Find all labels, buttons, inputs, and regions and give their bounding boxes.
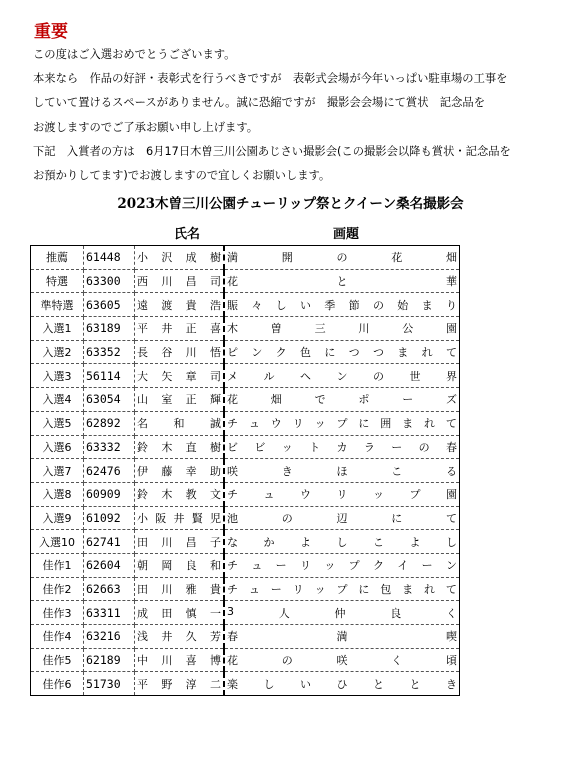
work-title: 咲 き ほ こ る <box>224 459 460 483</box>
entry-number: 56114 <box>84 364 135 388</box>
entry-number: 63300 <box>84 269 135 293</box>
photographer-name: 成 田 慎 一 <box>135 601 225 625</box>
entry-number: 61448 <box>84 246 135 270</box>
award-rank: 佳作6 <box>31 672 84 696</box>
entry-number: 63311 <box>84 601 135 625</box>
award-rank: 佳作2 <box>31 577 84 601</box>
photographer-name: 山 室 正 輝 <box>135 388 225 412</box>
photographer-name: 中 川 喜 博 <box>135 648 225 672</box>
award-rank: 入選3 <box>31 364 84 388</box>
notice-line: していて置けるスペースがありません。誠に恐縮ですが 撮影会会場にて賞状 記念品を <box>33 96 485 110</box>
work-title: 花 の 咲 く 頃 <box>224 648 460 672</box>
work-title: 花 畑 で ポ ー ズ <box>224 388 460 412</box>
entry-number: 63189 <box>84 317 135 341</box>
table-row <box>31 648 460 672</box>
table-row <box>31 269 460 293</box>
table-row <box>31 625 460 649</box>
work-title: チ ュ ウ リ ッ プ 園 <box>224 482 460 506</box>
table-row <box>31 577 460 601</box>
entry-number: 62476 <box>84 459 135 483</box>
work-column-header: 画題 <box>333 227 360 242</box>
award-rank: 入選8 <box>31 482 84 506</box>
work-title: 賑 々 し い 季 節 の 始 ま り <box>224 293 460 317</box>
photographer-name: 遠 渡 貴 浩 <box>135 293 225 317</box>
notice-line: この度はご入選おめでとうございます。 <box>33 48 236 61</box>
work-title: ビ ビ ッ ト カ ラ ー の 春 <box>224 435 460 459</box>
awards-table <box>30 245 460 696</box>
table-row <box>31 482 460 506</box>
table-row <box>31 411 460 435</box>
notice-line: お預かりしてます)でお渡しますので宜しくお願いします。 <box>33 169 331 183</box>
photographer-name: 田 川 昌 子 <box>135 530 225 554</box>
work-title: 池 の 辺 に て <box>224 506 460 530</box>
entry-number: 63054 <box>84 388 135 412</box>
table-row <box>31 459 460 483</box>
award-rank: 佳作3 <box>31 601 84 625</box>
table-row <box>31 246 460 270</box>
table-row <box>31 340 460 364</box>
photographer-name: 朝 岡 良 和 <box>135 553 225 577</box>
work-title: 3 人 仲 良 く <box>224 601 460 625</box>
photographer-name: 平 野 淳 二 <box>135 672 225 696</box>
work-title: 楽 し い ひ と と き <box>224 672 460 696</box>
award-rank: 推薦 <box>31 246 84 270</box>
award-rank: 特選 <box>31 269 84 293</box>
photographer-name: 名 和 誠 <box>135 411 225 435</box>
award-rank: 入選10 <box>31 530 84 554</box>
award-rank: 入選4 <box>31 388 84 412</box>
notice-line: 本来なら 作品の好評・表彰式を行うべきですが 表彰式会場が今年いっぱい駐車場の工事を <box>33 72 508 86</box>
table-row <box>31 364 460 388</box>
work-title: 春 満 喫 <box>224 625 460 649</box>
notice-body <box>33 43 573 188</box>
entry-number: 60909 <box>84 482 135 506</box>
entry-number: 62663 <box>84 577 135 601</box>
entry-number: 62604 <box>84 553 135 577</box>
photographer-name: 西 川 昌 司 <box>135 269 225 293</box>
table-row <box>31 388 460 412</box>
award-rank: 入選1 <box>31 317 84 341</box>
work-title: チ ュ ー リ ッ プ に 包 ま れ て <box>224 577 460 601</box>
award-rank: 入選6 <box>31 435 84 459</box>
work-title: 木 曽 三 川 公 園 <box>224 317 460 341</box>
award-rank: 準特選 <box>31 293 84 317</box>
photographer-name: 鈴 木 直 樹 <box>135 435 225 459</box>
award-rank: 入選2 <box>31 340 84 364</box>
photographer-name: 伊 藤 幸 助 <box>135 459 225 483</box>
photographer-name: 小 沢 成 樹 <box>135 246 225 270</box>
table-row <box>31 506 460 530</box>
work-title: チ ュ ウ リ ッ プ に 囲 ま れ て <box>224 411 460 435</box>
entry-number: 62892 <box>84 411 135 435</box>
photographer-name: 田 川 雅 貴 <box>135 577 225 601</box>
entry-number: 51730 <box>84 672 135 696</box>
table-row <box>31 530 460 554</box>
table-row <box>31 553 460 577</box>
photographer-name: 小 阪 井 賢 児 <box>135 506 225 530</box>
award-rank: 佳作5 <box>31 648 84 672</box>
name-column-header: 氏名 <box>174 227 201 242</box>
entry-number: 63605 <box>84 293 135 317</box>
table-row <box>31 293 460 317</box>
photographer-name: 平 井 正 喜 <box>135 317 225 341</box>
work-title: メ ル ヘ ン の 世 界 <box>224 364 460 388</box>
notice-line: 下記 入賞者の方は 6月17日木曽三川公園あじさい撮影会(この撮影会以降も賞状・記念品を <box>33 144 511 158</box>
table-row <box>31 601 460 625</box>
award-rank: 佳作4 <box>31 625 84 649</box>
work-title: チ ュ ー リ ッ プ ク イ ー ン <box>224 553 460 577</box>
photographer-name: 長 谷 川 悟 <box>135 340 225 364</box>
entry-number: 61092 <box>84 506 135 530</box>
table-row <box>31 672 460 696</box>
photographer-name: 浅 井 久 芳 <box>135 625 225 649</box>
notice-line: お渡しますのでご了承お願い申し上げます。 <box>33 120 259 134</box>
work-title: 満 開 の 花 畑 <box>224 246 460 270</box>
photographer-name: 大 矢 章 司 <box>135 364 225 388</box>
entry-number: 62189 <box>84 648 135 672</box>
award-rank: 入選5 <box>31 411 84 435</box>
event-title: 2023木曽三川公園チューリップ祭とクイーン桑名撮影会 <box>117 196 464 212</box>
work-title: 花 と 華 <box>224 269 460 293</box>
awards-table-body <box>31 246 460 696</box>
notice-title: 重要 <box>34 22 68 42</box>
work-title: ピ ン ク 色 に つ つ ま れ て <box>224 340 460 364</box>
photographer-name: 鈴 木 教 文 <box>135 482 225 506</box>
award-rank: 入選7 <box>31 459 84 483</box>
entry-number: 63352 <box>84 340 135 364</box>
entry-number: 63216 <box>84 625 135 649</box>
award-rank: 入選9 <box>31 506 84 530</box>
table-row <box>31 317 460 341</box>
entry-number: 62741 <box>84 530 135 554</box>
entry-number: 63332 <box>84 435 135 459</box>
table-row <box>31 435 460 459</box>
award-rank: 佳作1 <box>31 553 84 577</box>
work-title: な か よ し こ よ し <box>224 530 460 554</box>
